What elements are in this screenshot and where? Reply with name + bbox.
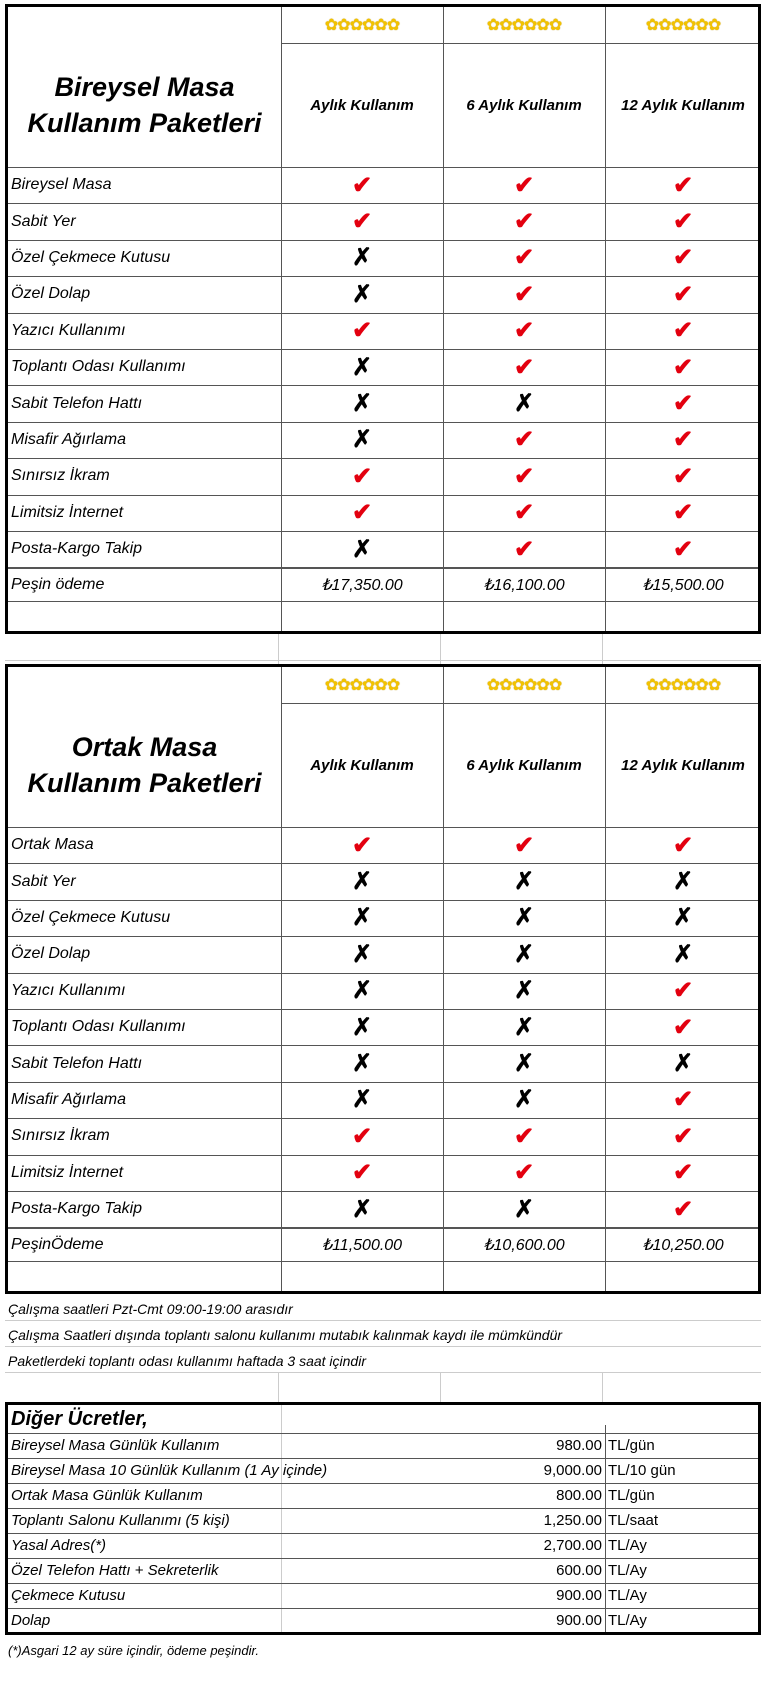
title-line-2: Kullanım Paketleri [27, 768, 262, 798]
cross-icon: ✗ [513, 390, 535, 418]
price-monthly: ₺17,350.00 [321, 576, 403, 594]
column-header-monthly: Aylık Kullanım [310, 96, 414, 114]
fee-label: Özel Telefon Hattı + Sekreterlik [11, 1562, 219, 1579]
column-header-monthly: Aylık Kullanım [310, 756, 414, 774]
check-icon: ✔ [513, 1159, 535, 1187]
check-icon: ✔ [513, 462, 535, 490]
check-icon: ✔ [513, 208, 535, 236]
star-rating-icon: ✿✿✿✿✿✿ [324, 17, 400, 34]
fee-amount: 900.00 [556, 1612, 602, 1629]
feature-label: Sınırsız İkram [11, 467, 110, 485]
fee-unit: TL/Ay [608, 1587, 647, 1604]
star-rating-icon: ✿✿✿✿✿✿ [486, 677, 562, 694]
price-label: Peşin ödeme [11, 575, 105, 593]
fee-unit: TL/Ay [608, 1537, 647, 1554]
ortak-package-table [5, 664, 761, 1294]
other-fees-table [5, 1402, 761, 1635]
check-icon: ✔ [672, 280, 694, 308]
cross-icon: ✗ [351, 1013, 373, 1041]
cross-icon: ✗ [351, 940, 373, 968]
price-monthly: ₺11,500.00 [321, 1236, 403, 1254]
cross-icon: ✗ [672, 1050, 694, 1078]
fee-label: Dolap [11, 1612, 51, 1629]
price-12-months: ₺10,250.00 [642, 1236, 724, 1254]
check-icon: ✔ [351, 317, 373, 345]
bireysel-title [8, 43, 281, 167]
feature-label: Sabit Telefon Hattı [11, 394, 143, 412]
feature-label: Posta-Kargo Takip [11, 1200, 143, 1218]
check-icon: ✔ [672, 1122, 694, 1150]
fee-unit: TL/Ay [608, 1612, 647, 1629]
column-header-6-months: 6 Aylık Kullanım [466, 756, 582, 774]
cross-icon: ✗ [513, 904, 535, 932]
fee-label: Bireysel Masa Günlük Kullanım [11, 1437, 220, 1454]
check-icon: ✔ [672, 535, 694, 563]
cross-icon: ✗ [351, 868, 373, 896]
note-working-hours: Çalışma saatleri Pzt-Cmt 09:00-19:00 arasıdır [8, 1301, 293, 1317]
cross-icon: ✗ [513, 1050, 535, 1078]
column-header-12-months: 12 Aylık Kullanım [621, 96, 745, 114]
cross-icon: ✗ [513, 1086, 535, 1114]
feature-label: Yazıcı Kullanımı [11, 981, 126, 999]
column-header-12-months: 12 Aylık Kullanım [621, 756, 745, 774]
feature-label: Bireysel Masa [11, 176, 112, 194]
check-icon: ✔ [672, 208, 694, 236]
fee-label: Bireysel Masa 10 Günlük Kullanım (1 Ay içinde) [11, 1462, 328, 1479]
fee-amount: 600.00 [556, 1562, 602, 1579]
fee-unit: TL/10 gün [608, 1462, 676, 1479]
feature-label: Posta-Kargo Takip [11, 540, 143, 558]
cross-icon: ✗ [351, 353, 373, 381]
cross-icon: ✗ [513, 940, 535, 968]
cross-icon: ✗ [351, 1050, 373, 1078]
check-icon: ✔ [351, 1159, 373, 1187]
note-meeting-room: Paketlerdeki toplantı odası kullanımı haftada 3 saat içindir [8, 1353, 366, 1369]
star-rating-icon: ✿✿✿✿✿✿ [486, 17, 562, 34]
check-icon: ✔ [351, 462, 373, 490]
fee-label: Çekmece Kutusu [11, 1587, 126, 1604]
cross-icon: ✗ [351, 1086, 373, 1114]
check-icon: ✔ [672, 317, 694, 345]
check-icon: ✔ [351, 831, 373, 859]
price-12-months: ₺15,500.00 [642, 576, 724, 594]
check-icon: ✔ [513, 535, 535, 563]
check-icon: ✔ [351, 1122, 373, 1150]
ortak-title [8, 703, 281, 827]
cross-icon: ✗ [513, 977, 535, 1005]
price-label: PeşinÖdeme [11, 1235, 104, 1253]
cross-icon: ✗ [351, 390, 373, 418]
check-icon: ✔ [351, 171, 373, 199]
fee-amount: 980.00 [556, 1437, 602, 1454]
check-icon: ✔ [351, 208, 373, 236]
check-icon: ✔ [351, 499, 373, 527]
title-line-1: Ortak Masa [71, 732, 218, 762]
feature-label: Özel Çekmece Kutusu [11, 248, 171, 266]
cross-icon: ✗ [513, 1013, 535, 1041]
feature-label: Ortak Masa [11, 836, 94, 854]
check-icon: ✔ [672, 1195, 694, 1223]
cross-icon: ✗ [351, 904, 373, 932]
cross-icon: ✗ [351, 426, 373, 454]
column-header-6-months: 6 Aylık Kullanım [466, 96, 582, 114]
check-icon: ✔ [513, 244, 535, 272]
feature-label: Özel Çekmece Kutusu [11, 908, 171, 926]
feature-label: Misafir Ağırlama [11, 1090, 126, 1108]
check-icon: ✔ [513, 280, 535, 308]
cross-icon: ✗ [672, 940, 694, 968]
check-icon: ✔ [672, 1159, 694, 1187]
check-icon: ✔ [513, 831, 535, 859]
fee-label: Ortak Masa Günlük Kullanım [11, 1487, 203, 1504]
check-icon: ✔ [672, 831, 694, 859]
check-icon: ✔ [672, 171, 694, 199]
check-icon: ✔ [513, 426, 535, 454]
note-after-hours: Çalışma Saatleri dışında toplantı salonu kullanımı mutabık kalınmak kaydı ile mümkündür [8, 1327, 563, 1343]
check-icon: ✔ [513, 317, 535, 345]
price-6-months: ₺10,600.00 [483, 1236, 565, 1254]
fee-label: Toplantı Salonu Kullanımı (5 kişi) [11, 1512, 230, 1529]
check-icon: ✔ [513, 499, 535, 527]
check-icon: ✔ [672, 462, 694, 490]
check-icon: ✔ [672, 499, 694, 527]
check-icon: ✔ [672, 244, 694, 272]
star-rating-icon: ✿✿✿✿✿✿ [324, 677, 400, 694]
feature-label: Özel Dolap [11, 945, 91, 963]
feature-label: Misafir Ağırlama [11, 430, 126, 448]
cross-icon: ✗ [672, 868, 694, 896]
feature-label: Sınırsız İkram [11, 1127, 110, 1145]
feature-label: Toplantı Odası Kullanımı [11, 1018, 186, 1036]
fees-title: Diğer Ücretler, [11, 1407, 148, 1430]
star-rating-icon: ✿✿✿✿✿✿ [645, 17, 721, 34]
feature-label: Sabit Telefon Hattı [11, 1054, 143, 1072]
check-icon: ✔ [513, 1122, 535, 1150]
cross-icon: ✗ [672, 904, 694, 932]
feature-label: Limitsiz İnternet [11, 1163, 124, 1181]
cross-icon: ✗ [351, 1195, 373, 1223]
feature-label: Sabit Yer [11, 872, 76, 890]
check-icon: ✔ [672, 977, 694, 1005]
cross-icon: ✗ [351, 244, 373, 272]
fee-unit: TL/saat [608, 1512, 659, 1529]
feature-label: Sabit Yer [11, 212, 76, 230]
cross-icon: ✗ [351, 977, 373, 1005]
check-icon: ✔ [513, 353, 535, 381]
bireysel-package-table [5, 4, 761, 634]
check-icon: ✔ [672, 353, 694, 381]
check-icon: ✔ [672, 1013, 694, 1041]
fee-unit: TL/gün [608, 1437, 655, 1454]
title-line-1: Bireysel Masa [54, 72, 235, 102]
cross-icon: ✗ [351, 535, 373, 563]
fees-footnote: (*)Asgari 12 ay süre içindir, ödeme peşindir. [8, 1643, 259, 1658]
check-icon: ✔ [672, 426, 694, 454]
title-line-2: Kullanım Paketleri [27, 108, 262, 138]
feature-label: Limitsiz İnternet [11, 503, 124, 521]
feature-label: Toplantı Odası Kullanımı [11, 358, 186, 376]
check-icon: ✔ [672, 1086, 694, 1114]
fee-amount: 9,000.00 [543, 1462, 602, 1479]
feature-label: Özel Dolap [11, 285, 91, 303]
cross-icon: ✗ [513, 1195, 535, 1223]
fee-amount: 2,700.00 [543, 1537, 602, 1554]
fee-amount: 800.00 [556, 1487, 602, 1504]
cross-icon: ✗ [351, 280, 373, 308]
cross-icon: ✗ [513, 868, 535, 896]
check-icon: ✔ [672, 390, 694, 418]
fee-unit: TL/gün [608, 1487, 655, 1504]
feature-label: Yazıcı Kullanımı [11, 321, 126, 339]
fee-label: Yasal Adres(*) [11, 1537, 107, 1554]
price-6-months: ₺16,100.00 [483, 576, 565, 594]
check-icon: ✔ [513, 171, 535, 199]
star-rating-icon: ✿✿✿✿✿✿ [645, 677, 721, 694]
fee-unit: TL/Ay [608, 1562, 647, 1579]
fee-amount: 1,250.00 [543, 1512, 602, 1529]
fee-amount: 900.00 [556, 1587, 602, 1604]
